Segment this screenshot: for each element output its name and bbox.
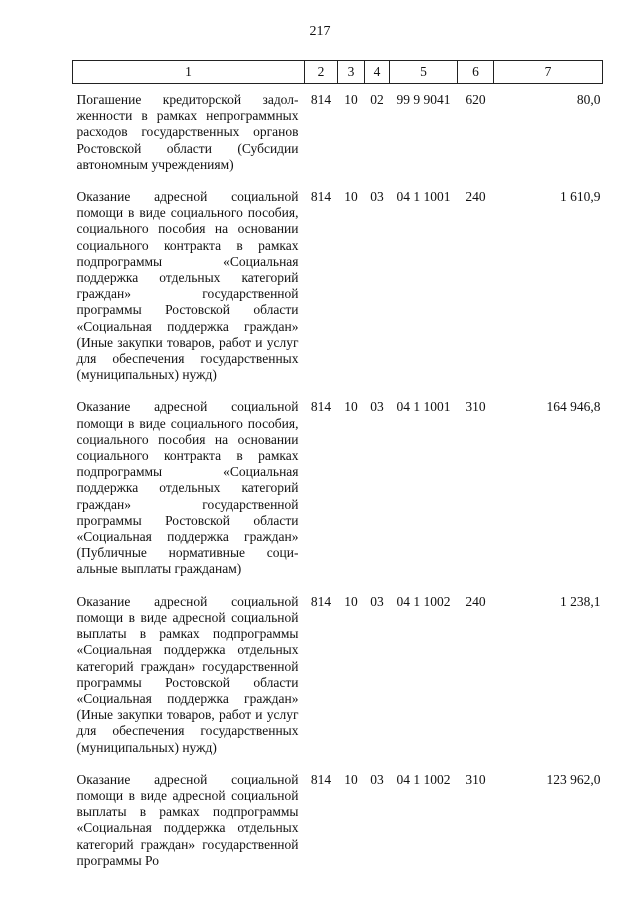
subsection-code: 03 (370, 593, 384, 609)
target-code: 04 1 1002 (396, 593, 451, 609)
amount: 1 610,9 (560, 189, 601, 205)
amount: 123 962,0 (546, 771, 601, 787)
ministry-code: 814 (310, 92, 332, 107)
table-row (73, 189, 603, 399)
column-header: 2 (305, 61, 338, 84)
expense-type-code: 240 (465, 593, 486, 609)
subsection-code: 02 (370, 92, 384, 107)
table-row (73, 399, 603, 593)
column-header: 5 (390, 61, 458, 84)
column-header: 4 (365, 61, 390, 84)
row-description: Оказание адресной социальной помощи в виде адресной социальной выплаты в рамках подпрограммы «Социальная поддержка отдельных категорий граждан» государственной программы Ростовской области «Социальная поддержка граждан» (Иные закупки товаров, работ и услуг для обеспечения государственных (муниципальных) нужд) (76, 593, 299, 755)
column-header: 1 (73, 61, 305, 84)
section-code: 10 (344, 189, 358, 205)
section-code: 10 (344, 593, 358, 609)
target-code: 04 1 1001 (396, 189, 451, 205)
table-row (73, 594, 603, 772)
column-header: 6 (458, 61, 494, 84)
target-code: 04 1 1002 (396, 771, 451, 787)
section-code: 10 (344, 92, 358, 107)
ministry-code: 814 (310, 593, 332, 609)
section-code: 10 (344, 771, 358, 787)
ministry-code: 814 (310, 771, 332, 787)
column-header: 3 (338, 61, 365, 84)
amount: 1 238,1 (560, 593, 601, 609)
expense-type-code: 620 (465, 92, 486, 107)
expense-type-code: 240 (465, 189, 486, 205)
table-header-row (73, 61, 603, 84)
expense-type-code: 310 (465, 771, 486, 787)
target-code: 04 1 1001 (396, 399, 451, 415)
page-number: 217 (309, 24, 331, 39)
target-code: 99 9 9041 (396, 92, 451, 107)
ministry-code: 814 (310, 399, 332, 415)
table-row (73, 84, 603, 190)
column-header: 7 (494, 61, 603, 84)
subsection-code: 03 (370, 771, 384, 787)
ministry-code: 814 (310, 189, 332, 205)
row-description: Погашение кредиторской задолженности в рамках непрограммных расходов государственных органов Ростовской области (Субсидии автономным учреждениям) (76, 92, 299, 172)
amount: 80,0 (576, 92, 601, 107)
row-description: Оказание адресной социальной помощи в виде социального пособия, социального пособия на основании социального контракта в рамках подпрограммы «Социальная поддержка отдельных категорий граждан» государственной программы Ростовской области «Социальная поддержка граждан» (Публичные нормативные социальные выплаты гражданам) (76, 399, 299, 577)
amount: 164 946,8 (546, 399, 601, 415)
section-code: 10 (344, 399, 358, 415)
subsection-code: 03 (370, 189, 384, 205)
budget-table (72, 60, 603, 885)
row-description: Оказание адресной социальной помощи в виде адресной социальной выплаты в рамках подпрограммы «Социальная поддержка отдельных категорий граждан» государственной программы Ро (76, 771, 299, 868)
expense-type-code: 310 (465, 399, 486, 415)
subsection-code: 03 (370, 399, 384, 415)
row-description: Оказание адресной социальной помощи в виде социального пособия, социального пособия на основании социального контракта в рамках подпрограммы «Социальная поддержка отдельных категорий граждан» государственной программы Ростовской области «Социальная поддержка граждан» (Иные закупки товаров, работ и услуг для обеспечения государственных (муниципальных) нужд) (76, 189, 299, 383)
table-row (73, 772, 603, 885)
